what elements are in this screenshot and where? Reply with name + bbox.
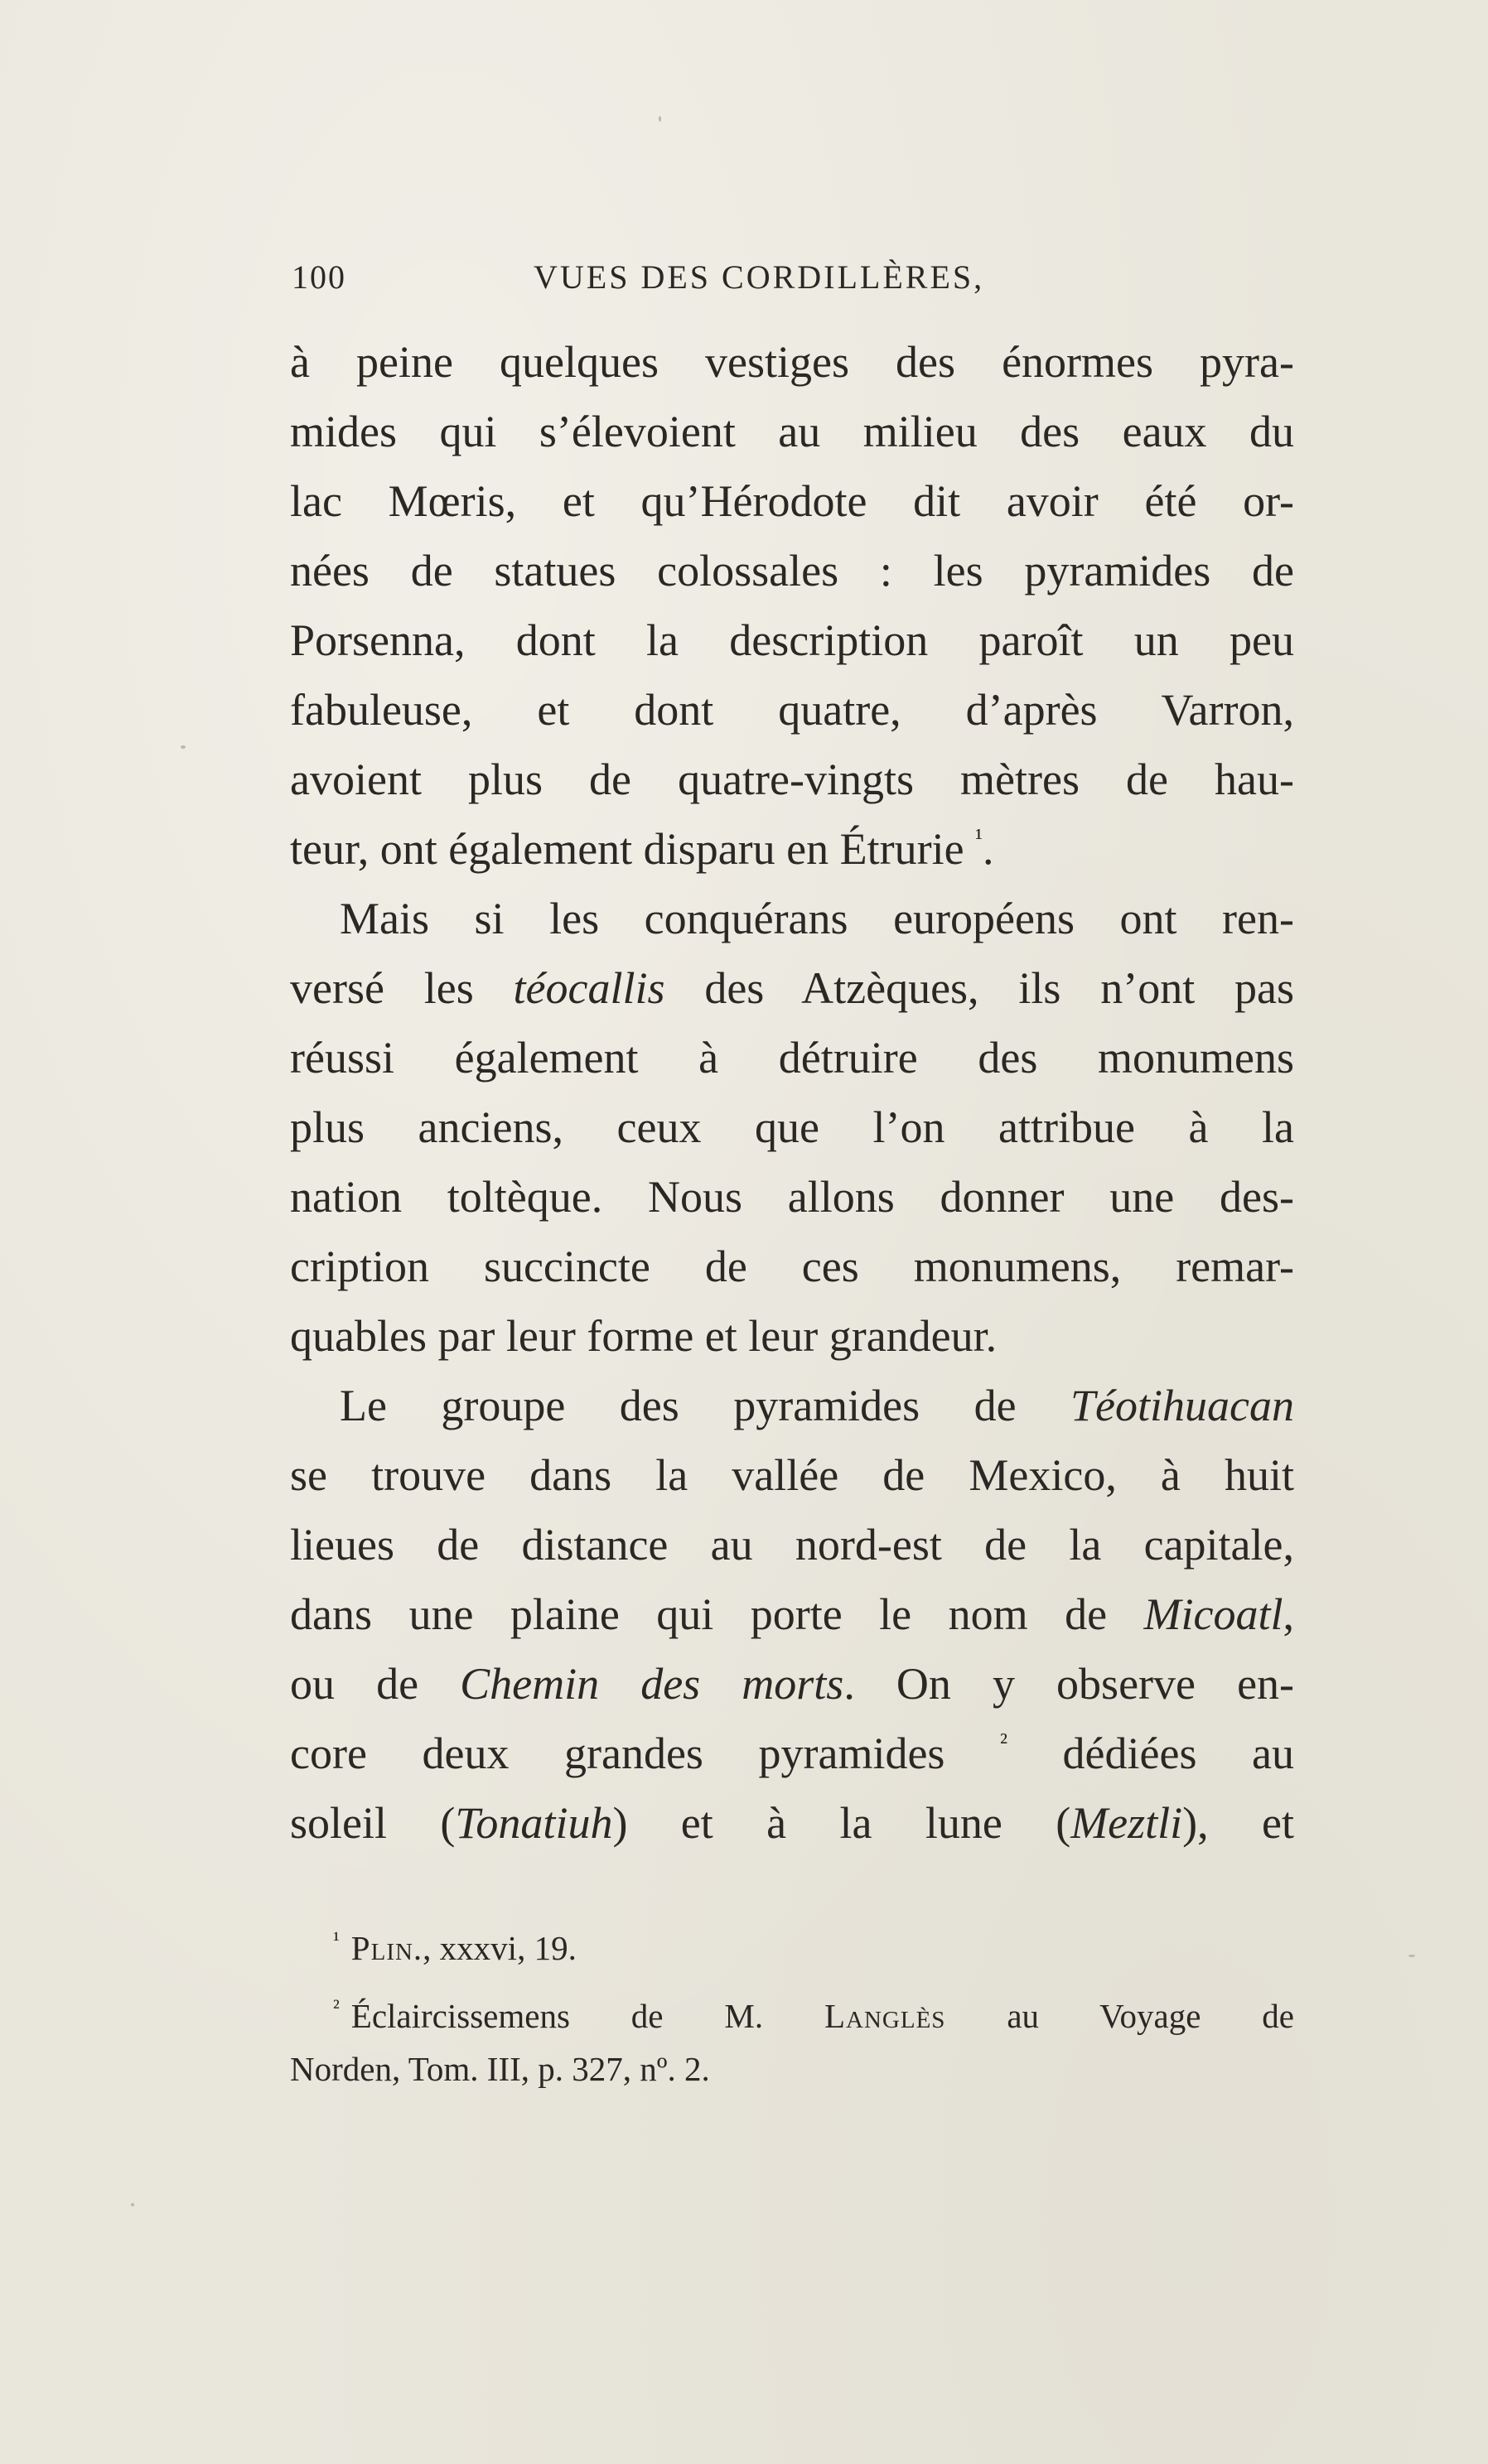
text-line (290, 953, 1294, 1023)
footnote-author: Langlès (824, 1997, 946, 2035)
footnote-text: , xxxvi, 19. (423, 1929, 577, 1967)
text-line: fabuleuse, et dont quatre, d’après Varron, (290, 685, 1294, 735)
footnote-text: Éclaircissemens de M. (350, 1997, 824, 2035)
text-run: . (983, 824, 994, 874)
text-line: nation toltèque. Nous allons donner une des- (290, 1172, 1294, 1222)
text-run: des Atzèques, ils n’ont pas (664, 963, 1294, 1013)
text-run: . On y observe en- (843, 1659, 1295, 1709)
running-title: VUES DES CORDILLÈRES, (534, 258, 985, 296)
text-line: mides qui s’élevoient au milieu des eaux du (290, 407, 1294, 456)
footnote-number: ² (333, 1995, 340, 2019)
footnote-ref-1[interactable]: ¹ (975, 824, 983, 851)
text-line: cription succincte de ces monumens, remar- (290, 1242, 1294, 1291)
footnote-author: Plin. (350, 1929, 423, 1967)
paper-speck (1408, 1955, 1415, 1957)
main-text (290, 327, 1294, 1858)
footnotes (290, 1922, 1294, 2110)
text-line: plus anciens, ceux que l’on attribue à la (290, 1102, 1294, 1152)
text-line: Porsenna, dont la description paroît un peu (290, 615, 1294, 665)
text-line (290, 1649, 1294, 1719)
text-run: dans une plaine qui porte le nom de (290, 1589, 1144, 1639)
text-run: versé les (290, 963, 514, 1013)
footnote-ref-2[interactable]: ² (1000, 1729, 1007, 1756)
paper-speck (659, 116, 661, 122)
text-line: à peine quelques vestiges des énormes pyra- (290, 337, 1294, 387)
italic-term: Chemin des morts (460, 1659, 844, 1709)
footnote-line: Norden, Tom. III, p. 327, nº. 2. (290, 2050, 710, 2088)
text-line: réussi également à détruire des monumens (290, 1033, 1294, 1083)
footnote-1 (290, 1922, 1294, 1975)
text-run: ) et à la lune ( (612, 1798, 1071, 1848)
paper-speck (131, 2203, 134, 2206)
text-run: ou de (290, 1659, 461, 1709)
text-run: soleil ( (290, 1798, 456, 1848)
paragraph-start-line: Mais si les conquérans européens ont ren- (340, 894, 1294, 943)
italic-term: téocallis (513, 963, 665, 1013)
text-line (290, 1579, 1294, 1649)
paper-speck (181, 745, 186, 749)
text-line (290, 1788, 1294, 1858)
italic-place-name: Micoatl (1143, 1589, 1283, 1639)
text-run: dédiées au (1007, 1729, 1295, 1778)
paragraph-start-line (290, 1371, 1294, 1440)
text-line: lac Mœris, et qu’Hérodote dit avoir été or- (290, 476, 1294, 526)
italic-term: Tonatiuh (455, 1798, 613, 1848)
text-run: teur, ont également disparu en Étrurie (290, 824, 964, 874)
footnote-number: ¹ (333, 1927, 340, 1951)
text-run: core deux grandes pyramides (290, 1729, 945, 1778)
footnote-text: au Voyage de (945, 1997, 1294, 2035)
text-line (290, 814, 1294, 884)
footnote-2 (290, 1989, 1294, 2095)
text-line: nées de statues colossales : les pyramides de (290, 546, 1294, 596)
running-head (292, 253, 1336, 302)
footnote-line (290, 1922, 1294, 1975)
text-run: , (1283, 1589, 1294, 1639)
italic-place-name: Téotihuacan (1070, 1381, 1294, 1430)
text-run: ), et (1182, 1798, 1294, 1848)
page-number: 100 (292, 258, 346, 296)
text-run: Le groupe des pyramides de (340, 1381, 1071, 1430)
text-line: se trouve dans la vallée de Mexico, à huit (290, 1450, 1294, 1500)
text-line: avoient plus de quatre-vingts mètres de hau- (290, 755, 1294, 804)
footnote-line (290, 1989, 1294, 2042)
text-line: quables par leur forme et leur grandeur. (290, 1311, 998, 1361)
italic-term: Meztli (1070, 1798, 1183, 1848)
text-line (290, 1719, 1294, 1788)
text-line: lieues de distance au nord-est de la capitale, (290, 1520, 1294, 1570)
